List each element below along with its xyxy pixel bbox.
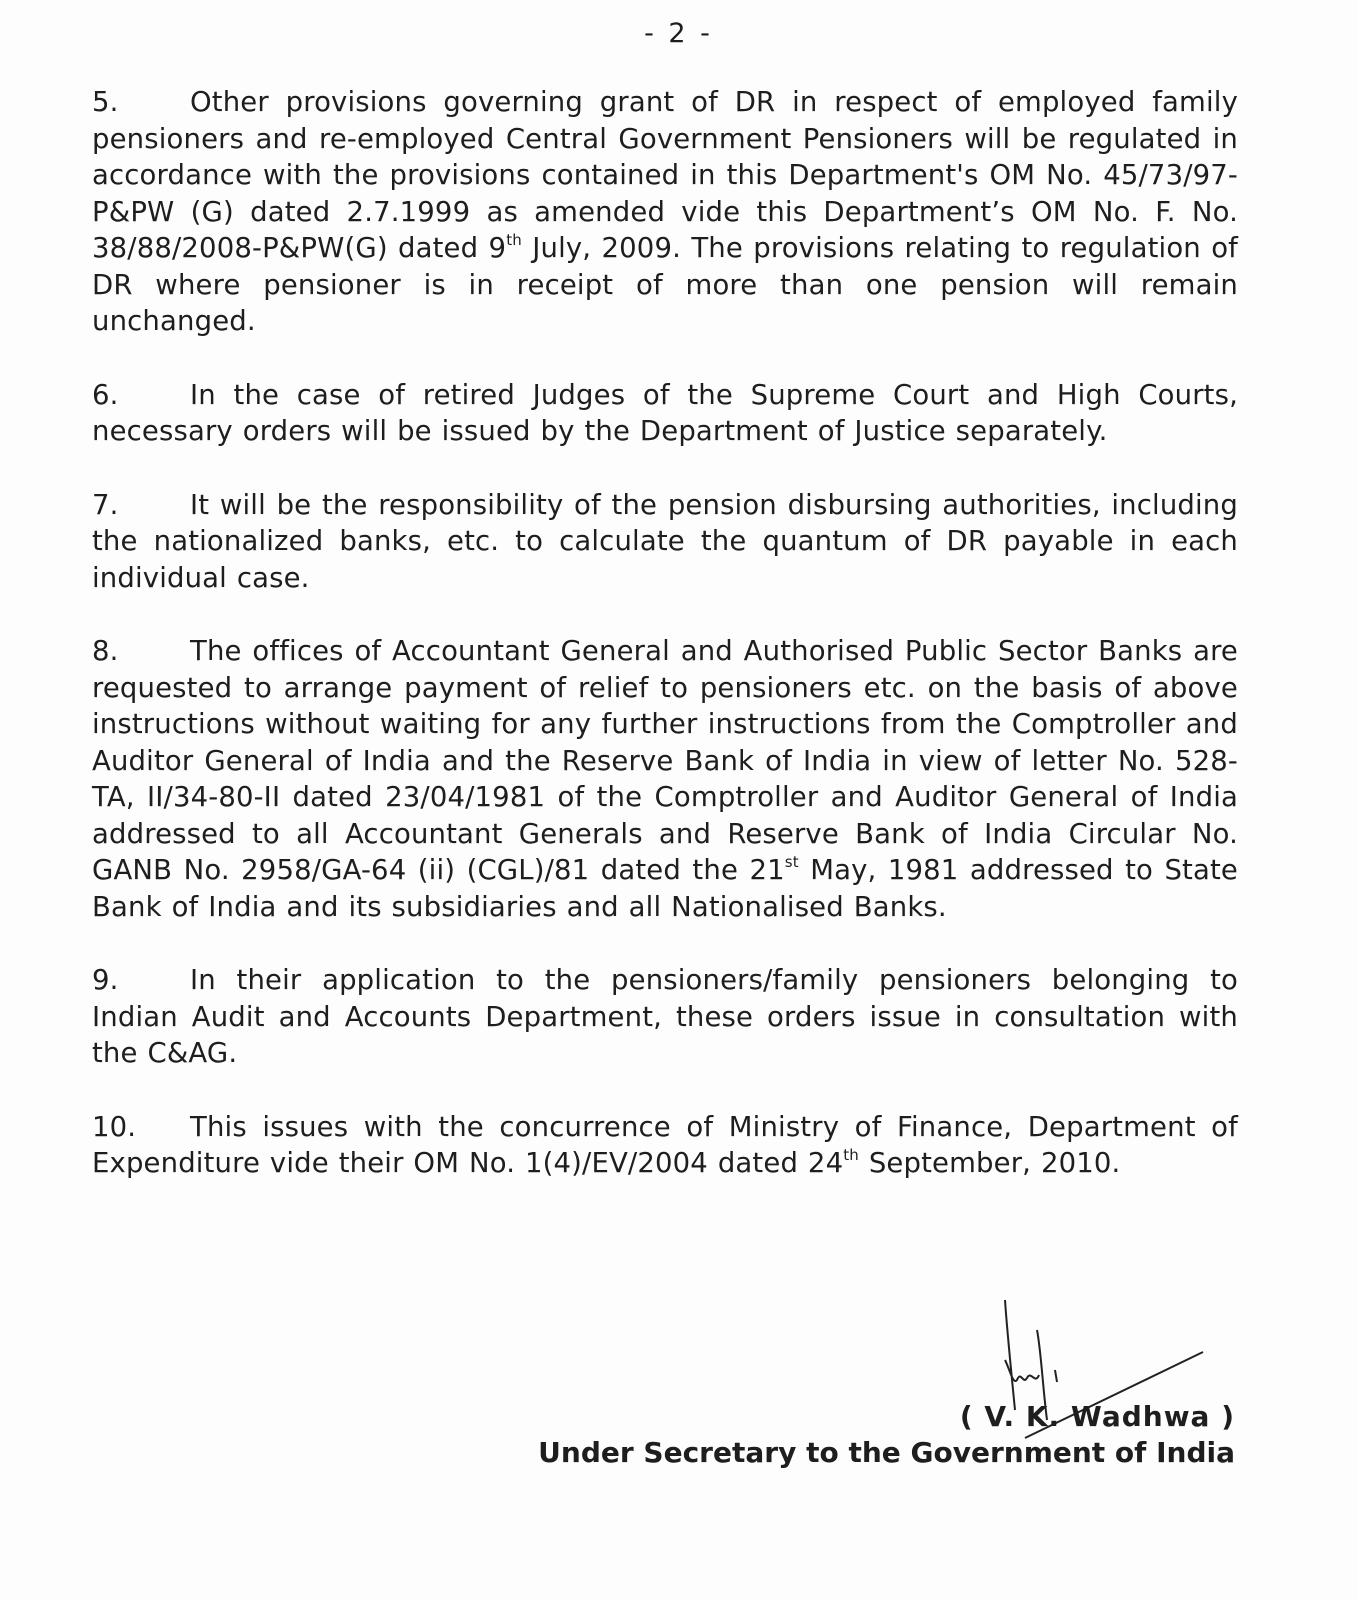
paragraph-number: 9. — [92, 964, 119, 996]
paragraph-number: 7. — [92, 488, 119, 521]
paragraph-7 — [92, 487, 1238, 597]
paragraph-text: July, 2009. The provisions relating to regulation of DR where pensioner is in receipt of more than one pension will remain unchanged. — [92, 232, 1239, 337]
paragraph-6 — [92, 377, 1238, 450]
page-number: - 2 - — [644, 18, 713, 49]
paragraph-number: 10. — [92, 1110, 137, 1143]
document-body — [92, 84, 1238, 1219]
paragraph-text: This issues with the concurrence of Ministry of Finance, Department of Expenditure vide their OM No. 1(4)/EV/2004 dated 24 — [92, 1110, 1238, 1179]
paragraph-9 — [92, 962, 1238, 1072]
paragraph-10 — [92, 1109, 1238, 1182]
paragraph-number: 6. — [92, 378, 119, 411]
paragraph-text: In the case of retired Judges of the Supreme Court and High Courts, necessary orders will be issued by the Department of Justice separately. — [92, 378, 1238, 447]
paragraph-text: The offices of Accountant General and Authorised Public Sector Banks are requested to arrange payment of relief to pensioners etc. on the basis of above instructions without waiting for any further instructions from the Comptroller and Auditor General of India and the Reserve Bank of India in view of letter No. 528-TA, II/34-80-II dated 23/04/1981 of the Comptroller and Auditor General of India addressed to all Accountant Generals and Reserve Bank of India Circular No. GANB No. 2958/GA-64 (ii) (CGL)/81 dated the 21 — [92, 635, 1238, 886]
paragraph-8 — [92, 633, 1238, 925]
paragraph-number: 8. — [92, 635, 119, 667]
paragraph-text: September, 2010. — [858, 1147, 1121, 1179]
signer-designation: Under Secretary to the Government of India — [538, 1436, 1235, 1469]
paragraph-text: Other provisions governing grant of DR in respect of employed family pensioners and re-employed Central Government Pensioners will be regulated in accordance with the provisions contained in this Department's OM No. 45/73/97-P&PW (G) dated 2.7.1999 as amended vide this Department’s OM No. F. No. 38/88/2008-P&PW(G) dated 9 — [92, 86, 1238, 264]
ordinal-suffix: th — [843, 1146, 859, 1164]
paragraph-text: May, 1981 addressed to State Bank of India and its subsidiaries and all Nationalised Banks. — [92, 854, 1238, 923]
signer-name: ( V. K. Wadhwa ) — [959, 1400, 1235, 1433]
ordinal-suffix: th — [506, 231, 522, 249]
paragraph-text: It will be the responsibility of the pension disbursing authorities, including the nationalized banks, etc. to calculate the quantum of DR payable in each individual case. — [92, 488, 1238, 594]
ordinal-suffix: st — [784, 853, 799, 871]
paragraph-number: 5. — [92, 86, 119, 118]
paragraph-5 — [92, 84, 1238, 340]
paragraph-text: In their application to the pensioners/family pensioners belonging to Indian Audit and Accounts Department, these orders issue in consultation with the C&AG. — [92, 964, 1238, 1069]
